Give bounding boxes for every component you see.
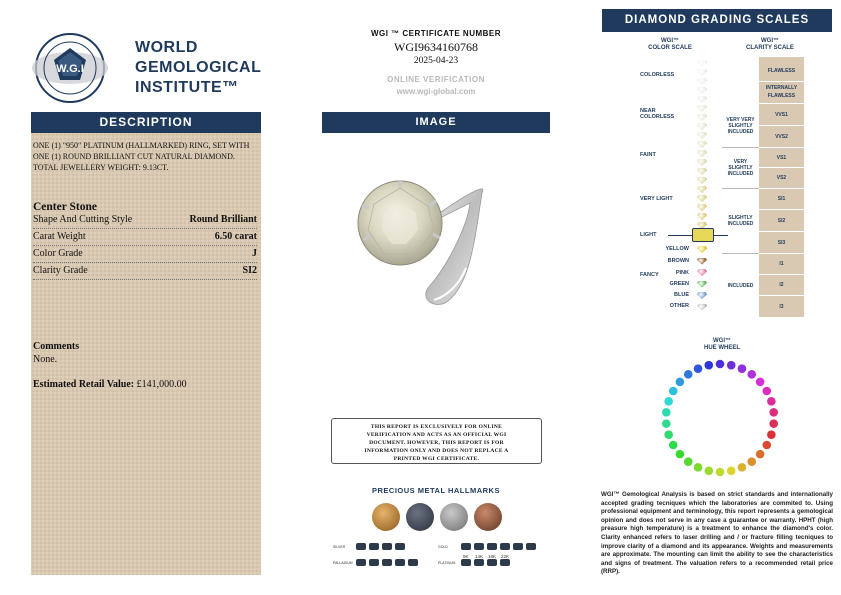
image-heading: IMAGE bbox=[322, 112, 550, 133]
color-gem-icon bbox=[697, 69, 707, 76]
grading-scales-heading: DIAMOND GRADING SCALES bbox=[602, 9, 832, 32]
hue-dot bbox=[669, 387, 678, 396]
hue-dot bbox=[664, 397, 673, 406]
hallmark-stamp-icon bbox=[461, 559, 471, 566]
disclaimer-text: THIS REPORT IS EXCLUSIVELY FOR ONLINE VERIFICATION AND ACTS AS AN OFFICIAL WGI DOCUMENT. HOWEVER, THIS REPORT IS FOR INFORMATION ONLY AND DOES NOT REPLACE A PRINTED WGI CERTIFICATE. bbox=[364, 424, 509, 462]
color-gem-icon bbox=[697, 141, 707, 148]
hallmark-stamp-icon bbox=[408, 559, 418, 566]
hue-dot bbox=[762, 387, 771, 396]
fancy-label: FANCY bbox=[640, 272, 659, 278]
hue-dot bbox=[684, 457, 693, 466]
hue-dot bbox=[769, 419, 778, 428]
clarity-group-vs: VERY SLIGHTLY INCLUDED bbox=[722, 148, 759, 189]
color-gem-icon bbox=[697, 96, 707, 103]
color-gem-icon bbox=[697, 177, 707, 184]
light-grade-highlight bbox=[692, 228, 714, 242]
spec-label: Color Grade bbox=[33, 248, 83, 259]
fancy-gem-icon bbox=[697, 292, 707, 299]
color-group-colorless: COLORLESS bbox=[640, 72, 675, 78]
hallmark-stamp-icon bbox=[487, 543, 497, 550]
clarity-si3: SI3 bbox=[759, 232, 804, 254]
clarity-vvs2: VVS2 bbox=[759, 126, 804, 148]
hue-dot bbox=[727, 467, 736, 476]
hue-dot bbox=[716, 468, 725, 477]
platinum-coin-icon bbox=[406, 503, 434, 531]
spec-row-color bbox=[33, 246, 257, 263]
fancy-blue: BLUE bbox=[674, 292, 689, 298]
hallmark-stamp-icon bbox=[395, 543, 405, 550]
fancy-green: GREEN bbox=[669, 281, 689, 287]
spec-label: Carat Weight bbox=[33, 231, 86, 242]
logo-line-2: GEMOLOGICAL bbox=[135, 59, 262, 76]
clarity-i3: I3 bbox=[759, 296, 804, 318]
spec-value: J bbox=[252, 248, 257, 259]
gold-karat-label: 14K bbox=[475, 554, 484, 559]
color-gem-icon bbox=[697, 213, 707, 220]
color-gem-icon bbox=[697, 78, 707, 85]
comments-text: None. bbox=[33, 354, 58, 365]
hallmark-stamp-icon bbox=[369, 559, 379, 566]
estimated-retail-value bbox=[33, 379, 187, 390]
hue-dot bbox=[727, 361, 736, 370]
hue-wheel-diagram bbox=[645, 350, 795, 480]
logo-seal-text: W.G.I bbox=[56, 63, 84, 75]
spec-value: 6.50 carat bbox=[214, 231, 257, 242]
color-gem-icon bbox=[697, 195, 707, 202]
hallmark-stamp-icon bbox=[395, 559, 405, 566]
spec-label: Shape And Cutting Style bbox=[33, 214, 133, 225]
spec-value: Round Brilliant bbox=[189, 214, 257, 225]
logo-line-3: INSTITUTE™ bbox=[135, 79, 239, 96]
center-stone-title: Center Stone bbox=[33, 201, 97, 213]
clarity-internally-flawless: INTERNALLY FLAWLESS bbox=[759, 82, 804, 104]
color-gem-icon bbox=[697, 150, 707, 157]
gold-karat-label: 9K bbox=[463, 554, 469, 559]
hallmark-stamp-icon bbox=[487, 559, 497, 566]
certificate-date: 2025-04-23 bbox=[413, 56, 459, 66]
ring-photo bbox=[350, 168, 500, 313]
hue-dot bbox=[747, 457, 756, 466]
spec-row-clarity bbox=[33, 263, 257, 280]
hallmark-stamp-icon bbox=[356, 559, 366, 566]
color-group-faint: FAINT bbox=[640, 152, 656, 158]
color-gem-icon bbox=[697, 204, 707, 211]
gemological-analysis-note: WGI™ Gemological Analysis is based on strict standards and internationally accepted grading tecniques which the laboratories are commited to. Using professional equipment and terminology, this report represents a gemological opinion and does not serve in any case a guarantee or warranty. HPHT (high preasure high temperature) is a treatment to enhance the diamond's color. Clarity enhanced refers to laser drilling and / or fracture filling tecniques to improve clarity of a diamond and its appearance. Weights and measurements are approximate. The mounting can limit the ability to see the characteristics and signs of treatment. The valuation refers to a recommended retail price (RRP). bbox=[601, 491, 833, 576]
color-gem-icon bbox=[697, 132, 707, 139]
retail-value: £141,000.00 bbox=[136, 379, 187, 390]
description-panel bbox=[31, 133, 261, 575]
hue-dot bbox=[738, 463, 747, 472]
spec-label: Clarity Grade bbox=[33, 265, 88, 276]
spec-row-carat bbox=[33, 229, 257, 246]
gold-karat-label: 18K bbox=[488, 554, 497, 559]
retail-label: Estimated Retail Value: bbox=[33, 379, 135, 390]
hallmark-gold-label: GOLD bbox=[438, 545, 448, 549]
color-scale-head-2: COLOR SCALE bbox=[648, 45, 692, 51]
color-gem-icon bbox=[697, 105, 707, 112]
spec-value: SI2 bbox=[242, 265, 257, 276]
color-gem-icon bbox=[697, 87, 707, 94]
color-gem-icon bbox=[697, 114, 707, 121]
fancy-brown: BROWN bbox=[667, 258, 689, 264]
hallmark-stamp-icon bbox=[382, 543, 392, 550]
clarity-si1: SI1 bbox=[759, 189, 804, 210]
palladium-coin-icon bbox=[474, 503, 502, 531]
hue-dot bbox=[684, 370, 693, 379]
hallmark-stamp-icon bbox=[513, 543, 523, 550]
color-gem-icon bbox=[697, 60, 707, 67]
color-gem-icon bbox=[697, 123, 707, 130]
clarity-si2: SI2 bbox=[759, 210, 804, 232]
hue-dot bbox=[662, 408, 671, 417]
fancy-yellow: YELLOW bbox=[665, 246, 689, 252]
logo-line-1: WORLD bbox=[135, 39, 198, 56]
hue-head-2: HUE WHEEL bbox=[704, 345, 740, 351]
hue-dot bbox=[669, 441, 678, 450]
hue-dot bbox=[716, 360, 725, 369]
color-group-very-light: VERY LIGHT bbox=[640, 196, 673, 202]
hue-dot bbox=[662, 419, 671, 428]
logo-wordmark bbox=[135, 38, 261, 98]
verification-disclaimer bbox=[331, 418, 542, 464]
description-heading: DESCRIPTION bbox=[31, 112, 261, 133]
clarity-scale-heading bbox=[735, 38, 805, 52]
hue-dot bbox=[738, 364, 747, 373]
hallmark-stamp-icon bbox=[526, 543, 536, 550]
hue-dot bbox=[762, 441, 771, 450]
color-gem-icon bbox=[697, 159, 707, 166]
color-scale-head-1: WGI™ bbox=[661, 38, 679, 44]
verification-url[interactable]: www.wgi-global.com bbox=[396, 87, 476, 96]
fancy-other: OTHER bbox=[669, 303, 689, 309]
fancy-gem-icon bbox=[697, 258, 707, 265]
hallmark-stamp-icon bbox=[382, 559, 392, 566]
hue-dot bbox=[676, 450, 685, 459]
hallmarks-heading: PRECIOUS METAL HALLMARKS bbox=[372, 486, 500, 495]
clarity-group-included: INCLUDED bbox=[727, 283, 754, 289]
clarity-scale-head-1: WGI™ bbox=[761, 38, 779, 44]
clarity-scale-head-2: CLARITY SCALE bbox=[746, 45, 794, 51]
fancy-gem-icon bbox=[697, 269, 707, 276]
hue-dot bbox=[704, 467, 713, 476]
comments-title: Comments bbox=[33, 341, 80, 352]
hallmark-stamp-icon bbox=[461, 543, 471, 550]
certificate-number-label: WGI ™ CERTIFICATE NUMBER bbox=[370, 29, 502, 38]
gold-karat-label: 22K bbox=[501, 554, 510, 559]
fancy-pink: PINK bbox=[675, 270, 689, 276]
hue-dot bbox=[756, 450, 765, 459]
hallmark-stamp-icon bbox=[500, 559, 510, 566]
hue-head-1: WGI™ bbox=[713, 338, 731, 344]
hue-dot bbox=[664, 430, 673, 439]
clarity-group-vvs: VERY VERY SLIGHTLY INCLUDED bbox=[722, 104, 759, 148]
description-text: ONE (1) "950" PLATINUM (HALLMARKED) RING, SET WITH ONE (1) ROUND BRILLIANT CUT NATURAL DIAMOND. TOTAL JEWELLERY WEIGHT: 9.13CT. bbox=[33, 141, 250, 172]
hallmark-platinum-label: PLATINUM bbox=[438, 561, 456, 565]
clarity-vs1: VS1 bbox=[759, 148, 804, 168]
certificate-number: WGI9634160768 bbox=[394, 40, 478, 54]
fancy-gem-icon bbox=[697, 246, 707, 253]
hue-dot bbox=[767, 430, 776, 439]
color-group-near-colorless: NEAR COLORLESS bbox=[640, 108, 675, 120]
hue-dot bbox=[769, 408, 778, 417]
fancy-gem-icon bbox=[697, 304, 707, 311]
clarity-flawless: FLAWLESS bbox=[759, 60, 804, 82]
logo-seal-icon bbox=[32, 34, 108, 102]
hallmark-stamp-icon bbox=[474, 559, 484, 566]
hallmark-palladium-label: PALLADIUM bbox=[333, 561, 353, 565]
online-verification-label: ONLINE VERIFICATION bbox=[387, 75, 485, 84]
color-gem-icon bbox=[697, 168, 707, 175]
clarity-group-si: SLIGHTLY INCLUDED bbox=[722, 189, 759, 254]
clarity-i2: I2 bbox=[759, 275, 804, 296]
silver-coin-icon bbox=[440, 503, 468, 531]
hue-dot bbox=[694, 463, 703, 472]
hue-dot bbox=[694, 364, 703, 373]
hallmark-stamp-icon bbox=[356, 543, 366, 550]
hue-dot bbox=[747, 370, 756, 379]
clarity-i1: I1 bbox=[759, 254, 804, 275]
color-scale-heading bbox=[640, 38, 700, 52]
hue-dot bbox=[676, 378, 685, 387]
hue-dot bbox=[704, 361, 713, 370]
hallmark-stamp-icon bbox=[369, 543, 379, 550]
clarity-vs2: VS2 bbox=[759, 168, 804, 189]
clarity-vvs1: VVS1 bbox=[759, 104, 804, 126]
hue-dot bbox=[767, 397, 776, 406]
fancy-gem-icon bbox=[697, 281, 707, 288]
hue-dot bbox=[756, 378, 765, 387]
hallmark-stamp-icon bbox=[500, 543, 510, 550]
hallmark-silver-label: SILVER bbox=[333, 545, 346, 549]
color-gem-icon bbox=[697, 186, 707, 193]
spec-row-shape bbox=[33, 212, 257, 229]
color-group-light: LIGHT bbox=[640, 232, 657, 238]
gold-coin-icon bbox=[372, 503, 400, 531]
hallmark-stamp-icon bbox=[474, 543, 484, 550]
